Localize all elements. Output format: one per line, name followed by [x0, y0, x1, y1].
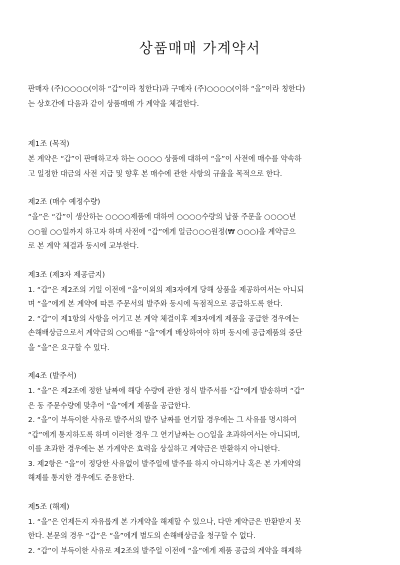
article-heading: 제2조 (매수 예정수량)	[28, 197, 101, 206]
article-line: 이를 초과한 경우에는 본 가계약은 효력을 상실하고 계약금은 반환하지 아니한다.	[28, 444, 280, 453]
article-line: 1. “을”은 제2조에 정한 날짜에 해당 수량에 관한 정식 발주서를 “갑”에게 발송하며 “갑”	[28, 386, 305, 395]
article-line: 며 “을”에게 본 계약에 따른 주문서의 발주와 동시에 독점적으로 공급하도록 한다.	[28, 299, 283, 308]
intro-line: 판매자 (주)○○○○(이하 “갑”이라 칭한다)과 구매자 (주)○○○○(이하 “을”이라 칭한다)	[28, 84, 306, 93]
article-line: 1. “을”은 언제든지 자유롭게 본 가계약을 해제할 수 있으나, 다만 계약금은 반환받지 못	[28, 516, 302, 526]
article-line: ○○월 ○○일까지 하고자 하며 사전에 “갑”에게 일금○○○원정(₩ ○○○)을 계약금으	[28, 226, 296, 236]
article-heading: 제5조 (해제)	[28, 501, 70, 511]
article-line: 고 일정한 대금의 사전 지급 및 향후 본 매수에 관한 사항의 규율을 목적으로 한다.	[28, 168, 283, 178]
article-5	[28, 500, 372, 559]
article-line: 해제를 통지한 경우에도 준용한다.	[28, 473, 135, 482]
article-line: 3. 제2항은 “을”이 정당한 사유없이 발주일에 발주를 하지 아니하거나 혹은 본 가계약의	[28, 458, 302, 468]
article-line: 은 동 주문수량에 맞추어 “을”에게 제품을 공급한다.	[28, 400, 191, 410]
article-line: 한다. 본문의 경우 “갑”은 “을”에게 별도의 손해배상금을 청구할 수 없다.	[28, 531, 256, 540]
article-line: 로 본 계약 체결과 동시에 교부한다.	[28, 241, 139, 250]
intro-line: 는 상호간에 다음과 같이 상품매매 가 계약을 체결한다.	[28, 98, 200, 108]
article-line: “갑”에게 통지하도록 하며 이러한 경우 그 연기날짜는 ○○일을 초과하여서는 아니되며,	[28, 429, 300, 439]
article-heading: 제1조 (목적)	[28, 139, 70, 148]
article-line: 본 계약은 “갑”이 판매하고자 하는 ○○○○ 상품에 대하여 “을”이 사전에 매수를 약속하	[28, 154, 302, 163]
article-2	[28, 195, 372, 254]
article-1	[28, 137, 372, 181]
article-line: 2. “을”이 부득이한 사유로 발주서의 발주 날짜를 연기할 경우에는 그 사유를 명시하여	[28, 415, 297, 424]
article-line: 손해배상금으로서 계약금의 ○○배를 “을”에게 배상하여야 하며 동시에 공급제품의 중단	[28, 328, 303, 337]
article-4	[28, 369, 372, 486]
document-title: 상품매매 가계약서	[139, 41, 261, 57]
article-heading: 제3조 (제3자 제공금지)	[28, 269, 105, 279]
article-heading: 제4조 (발주서)	[28, 371, 77, 380]
intro-paragraph	[28, 82, 372, 111]
article-line: “을”은 “갑”이 생산하는 ○○○○제품에 대하여 ○○○○수량의 납품 주문을 ○○○○년	[28, 212, 297, 221]
article-line: 을 “을”은 요구할 수 있다.	[28, 342, 110, 352]
article-line: 2. “갑”이 부득이한 사유로 제2조의 발주일 이전에 “을”에게 제품 공급의 계약을 해제하	[28, 545, 302, 555]
article-line: 2. “갑”이 제1항의 사항을 어기고 본 계약 체결이후 제3자에게 제품을 공급한 경우에는	[28, 313, 299, 323]
article-3	[28, 268, 372, 356]
article-line: 1. “갑”은 제2조의 기일 이전에 “을”이외의 제3자에게 당해 상품을 제공하여서는 아니되	[28, 284, 304, 294]
